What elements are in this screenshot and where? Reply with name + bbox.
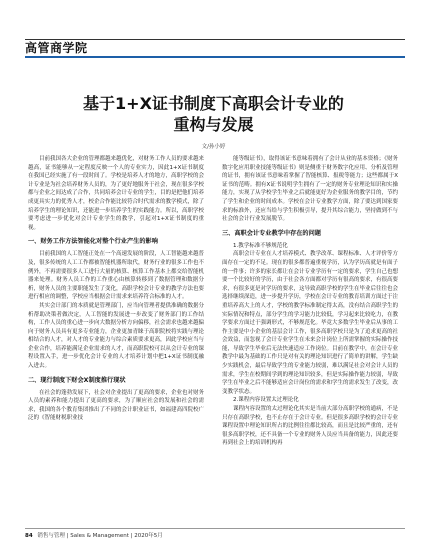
column-section-title: 高管商学院 [25, 41, 88, 55]
page-footer [25, 531, 163, 539]
header-accent-rule [25, 56, 405, 58]
paragraph: 目前我国各大企业的管理都越来越优化，对财务工作人员的要求越来越高，证书能够从一定程度反映一个人的专业实力，因此1+X证书制度在我国已经实施了有一段时间了。学校是培养人才的地方，高职学校的会计专业是为社会培养财务人员的，为了更好地服务于社会，现在很多学校都与企业之间达成了合作，共同培养会计专业的学生，目的是把他们培养成更具实力的优秀人才，校企合作能比较符合时代需求的教学模式，除了培养学生的理论知识，还能进一步培养学生的实践能力。所以，高职学校要考虑进一步优化对会计专业学生的教学，引起对1+X证书制度的重视。 [28, 156, 205, 231]
subsection-heading: 2.课程内容设置太过理论化 [233, 397, 299, 404]
article-title-line-1: 基于1+X证书制度下高职会计专业的 [83, 94, 344, 113]
paragraph: 课程内容设置的太过理论化其实是当前大部分高职学校的通病，不是只存在高职学校，也不止存在于会计专业。但是很多高职学校的会计专业课程设置中理论知识所占的比例往往都比较高，而且是比较严重的，还有很多高职学校，还不具备一个专业的财务人员应当具备的能力，因此还要再到社会上的培训机构再 [222, 406, 399, 447]
article-author: 文/孙小婷 [201, 144, 226, 150]
paragraph: 目前我国的人工智能正处在一个高速发展的阶段，人工智能越来越普及，很多传统的人工工作都被智能机器所取代，财务行业的很多工作也不例外，不再需要很多人工进行大量的核算、核算工作基本上都交给智能机器来处理。财务人员工作的工作重心由核算转移到了数据管理和数据分析，财务人员的主要职能发生了变化，高职学校会计专业的教学方法也要进行相应的调整，学校应当根据会计需求来培养符合标准的人才。 [28, 251, 205, 301]
paragraph: 能等级证书》，取得该证书意味着拥有了会计从业的基本资格；《财务数字化应用职业技能等级证书》则是侧重于财务数字化应用、分析及管理的证书，拥有该证书意味着掌握了智能核算、报税等能力；这些都属于X证书的范畴。拥有X证书说明学生拥有了一定的财务专业理论知识和实操能力，实现了从学校学生毕业之后就能更好为企业服务的教学目的，节约了学生和企业的时间成本。学校在会计专业教学方面，除了要达到国家要求的标准外，还应当给与学生积极引导，提升其综合能力，坚持做到不与社会的会计行业发展脱节。 [222, 156, 399, 223]
footer-rule [25, 528, 405, 529]
section-heading: 一、财务工作方法智能化对整个行业产生的影响 [28, 238, 158, 246]
article-title-line-2: 重构与发展 [173, 115, 254, 134]
section-heading: 三、高职会计专业教学中存在的问题 [222, 229, 321, 237]
publication-info: 销售与管理 | Sales & Management | 2020年5月 [37, 533, 163, 539]
paragraph: 在社会的蓬勃发展下，社会对企业提出了更高的要求，企业也对财务人员的素养和能力提出了更高的要求，为了顺应社会的发展和社会的需求，我国的各个教育集团推出了不同的会计职业证书，如福建高四院校广泛的《智能财税职业技 [28, 389, 205, 422]
paragraph: 高职会计专业在人才培养模式、教学改革、课程标准、人才评价等方面存在一定的不足。现在的很多都普遍重视学历，认为学历高就是有面子的一件事；许多的家长都让在会计专业学历有一定的要求，学生自己也想要一个比较好的学历，由于社会各方面都对学历有很高的要求，有很高要求，有很多更是对学历的要求，这导致高职学校的学生在毕业后往往也会选择继续深造，进一步提升学历，学校在会计专业的教育培训方面过于注重培养高大上的人才，学校的教学标准制定得太高，没有结合高职学生的实际情况和特点，部分学生的学习能力比较低，学习起来比较吃力，在教学要求方面过于强调形式，不够规范化。毕竟大多数学生毕业后从事的工作主要是中小企业的基层会计工作，很多高职学校只是为了追求更高的社会效益，而忽视了会计专业学生在未来会计岗位上所需掌握的实际操作技能，导致学生毕业后无法快速适应工作岗位。目前在教学中，在会计专业教学中最为基础的工作只是对有关的理论知识进行了简单的讲解，学生缺少实践机会，最后导致学生的专业能力较弱，难以满足社会对会计人员的需求，学生在校期间学到的理论知识较多，但是实际操作能力较弱，导致学生在毕业之后不能够适应会计岗位的需求和学生的需求发生了改变，改变教学状态。 [222, 251, 399, 395]
page-number: 84 [25, 533, 33, 539]
paragraph: 其实会计部门的本质就是管理部门，应当向管理者提供准确的数据分析帮助决策者做决定，人工智能的发展进一步改变了财务部门的工作结构，工作人员的重心进一步向大数据分析方向偏移，社会需求也越来越偏向于财务人员具有更多专业能力，企业更加青睐于高职院校将实践与理论相结合的人才，对人才的专业能力与综合素质要求更高，因此学校应当与企业合作，培养能满足企业需求的人才，而高职院校可以从会计专业的课程设置入手，进一步优化会计专业的人才培养计划中把1+X证书制度融入进去。 [28, 302, 205, 370]
subsection-heading: 1.教学标准不够规范化 [233, 242, 288, 249]
left-column [28, 155, 204, 423]
right-column [222, 155, 398, 448]
section-heading: 二、现行制度下财会X制度推行现状 [28, 376, 126, 384]
